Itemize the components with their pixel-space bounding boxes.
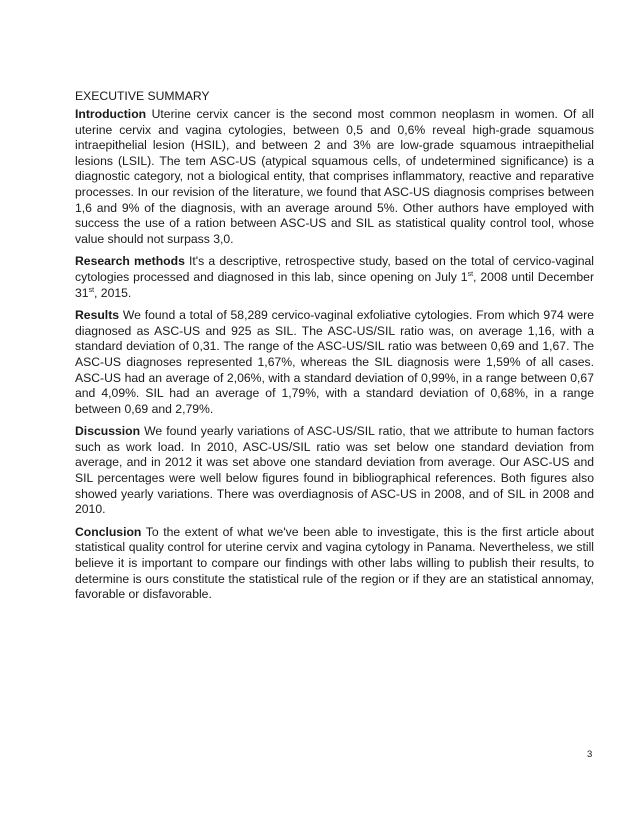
executive-summary-section <box>75 88 594 610</box>
section-heading: EXECUTIVE SUMMARY <box>75 89 210 103</box>
conclusion-text: To the extent of what we've been able to investigate, this is the first article about statistical quality control for uterine cervix and vagina cytology in Panama. Nevertheless, we still believe it is important to compare our findings with other labs willing to publish their results, to determine is ours constitute the statistical rule of the region or if they are an statistical annomay, favorable or disfavorable. <box>75 524 594 602</box>
ordinal-suffix: st <box>467 270 474 278</box>
page-number: 3 <box>587 749 593 760</box>
introduction-text: Uterine cervix cancer is the second most common neoplasm in women. Of all uterine cervix and vagina cytologies, between 0,5 and 0,6% reveal high-grade squamous intraepithelial lesion (HSIL), and between 2 and 3% are low-grade squamous intraepithelial lesions (LSIL). The tem ASC-US (atypical squamous cells, of undetermined significance) is a diagnostic category, not a biological entity, that comprises inflammatory, reactive and reparative processes. In our revision of the literature, we found that ASC-US diagnosis comprises between 1,6 and 9% of the diagnosis, with an average around 5%. Other authors have employed with success the use of a ration between ASC-US and SIL as statistical quality control tool, whose value should not surpass 3,0. <box>75 107 594 246</box>
introduction-paragraph <box>75 107 594 247</box>
discussion-lead: Discussion <box>75 424 141 439</box>
research-methods-paragraph <box>75 254 594 301</box>
discussion-paragraph <box>75 424 594 518</box>
discussion-text: We found yearly variations of ASC-US/SIL ratio, that we attribute to human factors such as work load. In 2010, ASC-US/SIL ratio was set below one standard deviation from average, and in 2012 it was set above one standard deviation from average. Our ASC-US and SIL percentages were well below figures found in bibliographical references. Both figures also showed yearly variations. There was overdiagnosis of ASC-US in 2008, and of SIL in 2008 and 2010. <box>75 424 594 517</box>
conclusion-lead: Conclusion <box>75 524 142 539</box>
results-paragraph <box>75 308 594 417</box>
conclusion-paragraph <box>75 525 594 603</box>
ordinal-suffix: st <box>88 286 95 294</box>
research-methods-text-3: , 2015. <box>94 285 132 300</box>
results-lead: Results <box>75 308 120 323</box>
research-methods-lead: Research methods <box>75 254 185 269</box>
research-methods-text-2: , 2008 until December 31 <box>75 269 595 300</box>
results-text: We found a total of 58,289 cervico-vaginal exfoliative cytologies. From which 974 were diagnosed as ASC-US and 925 as SIL. The ASC-US/SIL ratio was, on average 1,16, with a standard deviation of 0,31. The range of the ASC-US/SIL ratio was between 0,69 and 1,67. The ASC-US diagnoses represented 1,67%, whereas the SIL diagnosis were 1,59% of all cases. ASC-US had an average of 2,06%, with a standard deviation of 0,99%, in a range between 0,67 and 4,09%. SIL had an average of 1,79%, with a standard deviation of 0,68%, in a range between 0,69 and 2,79%. <box>75 308 594 416</box>
research-methods-text-1: It's a descriptive, retrospective study, based on the total of cervico-vaginal cytologies processed and diagnosed in this lab, since opening on July 1 <box>75 254 594 284</box>
introduction-lead: Introduction <box>75 107 147 121</box>
